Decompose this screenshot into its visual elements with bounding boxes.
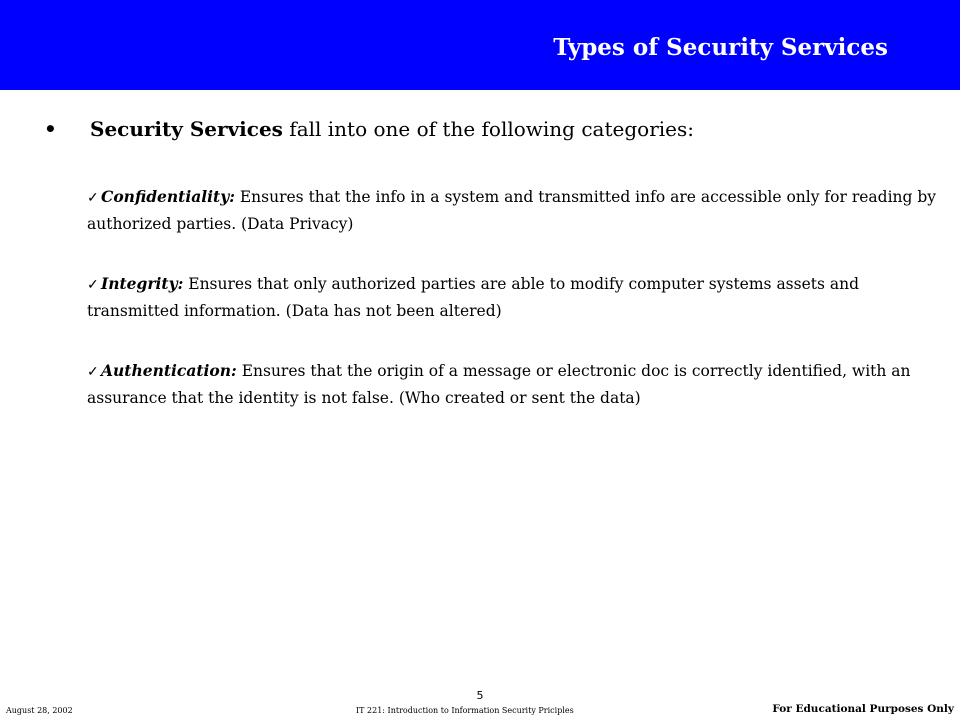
category-list <box>87 184 937 445</box>
item-description: Ensures that the origin of a message or electronic doc is correctly identified, with an assurance that the identity is not false. (Who created or sent the data) <box>87 362 911 407</box>
bullet-icon: • <box>44 117 57 141</box>
list-item-confidentiality <box>87 184 937 237</box>
intro-text: fall into one of the following categories: <box>282 117 694 141</box>
footer-date: August 28, 2002 <box>6 706 73 715</box>
page-number: 5 <box>476 689 484 702</box>
footer-course: IT 221: Introduction to Information Security Priciples <box>356 706 574 715</box>
list-item-integrity <box>87 271 937 324</box>
item-term: Authentication: <box>101 361 237 380</box>
checkmark-icon: ✓ <box>87 190 99 206</box>
list-item-authentication <box>87 358 937 411</box>
item-term: Confidentiality: <box>101 187 235 206</box>
slide-title: Types of Security Services <box>553 34 888 61</box>
checkmark-icon: ✓ <box>87 277 99 293</box>
item-description: Ensures that only authorized parties are able to modify computer systems assets and transmitted information. (Data has not been altered) <box>87 275 860 320</box>
footer-notice: For Educational Purposes Only <box>772 703 954 715</box>
checkmark-icon: ✓ <box>87 364 99 380</box>
slide-header-bar <box>0 0 960 90</box>
slide-footer <box>0 686 960 720</box>
intro-strong-text: Security Services <box>90 117 283 141</box>
item-term: Integrity: <box>101 274 184 293</box>
intro-bullet <box>44 114 924 144</box>
item-description: Ensures that the info in a system and transmitted info are accessible only for reading by authorized parties. (Data Privacy) <box>87 188 937 233</box>
